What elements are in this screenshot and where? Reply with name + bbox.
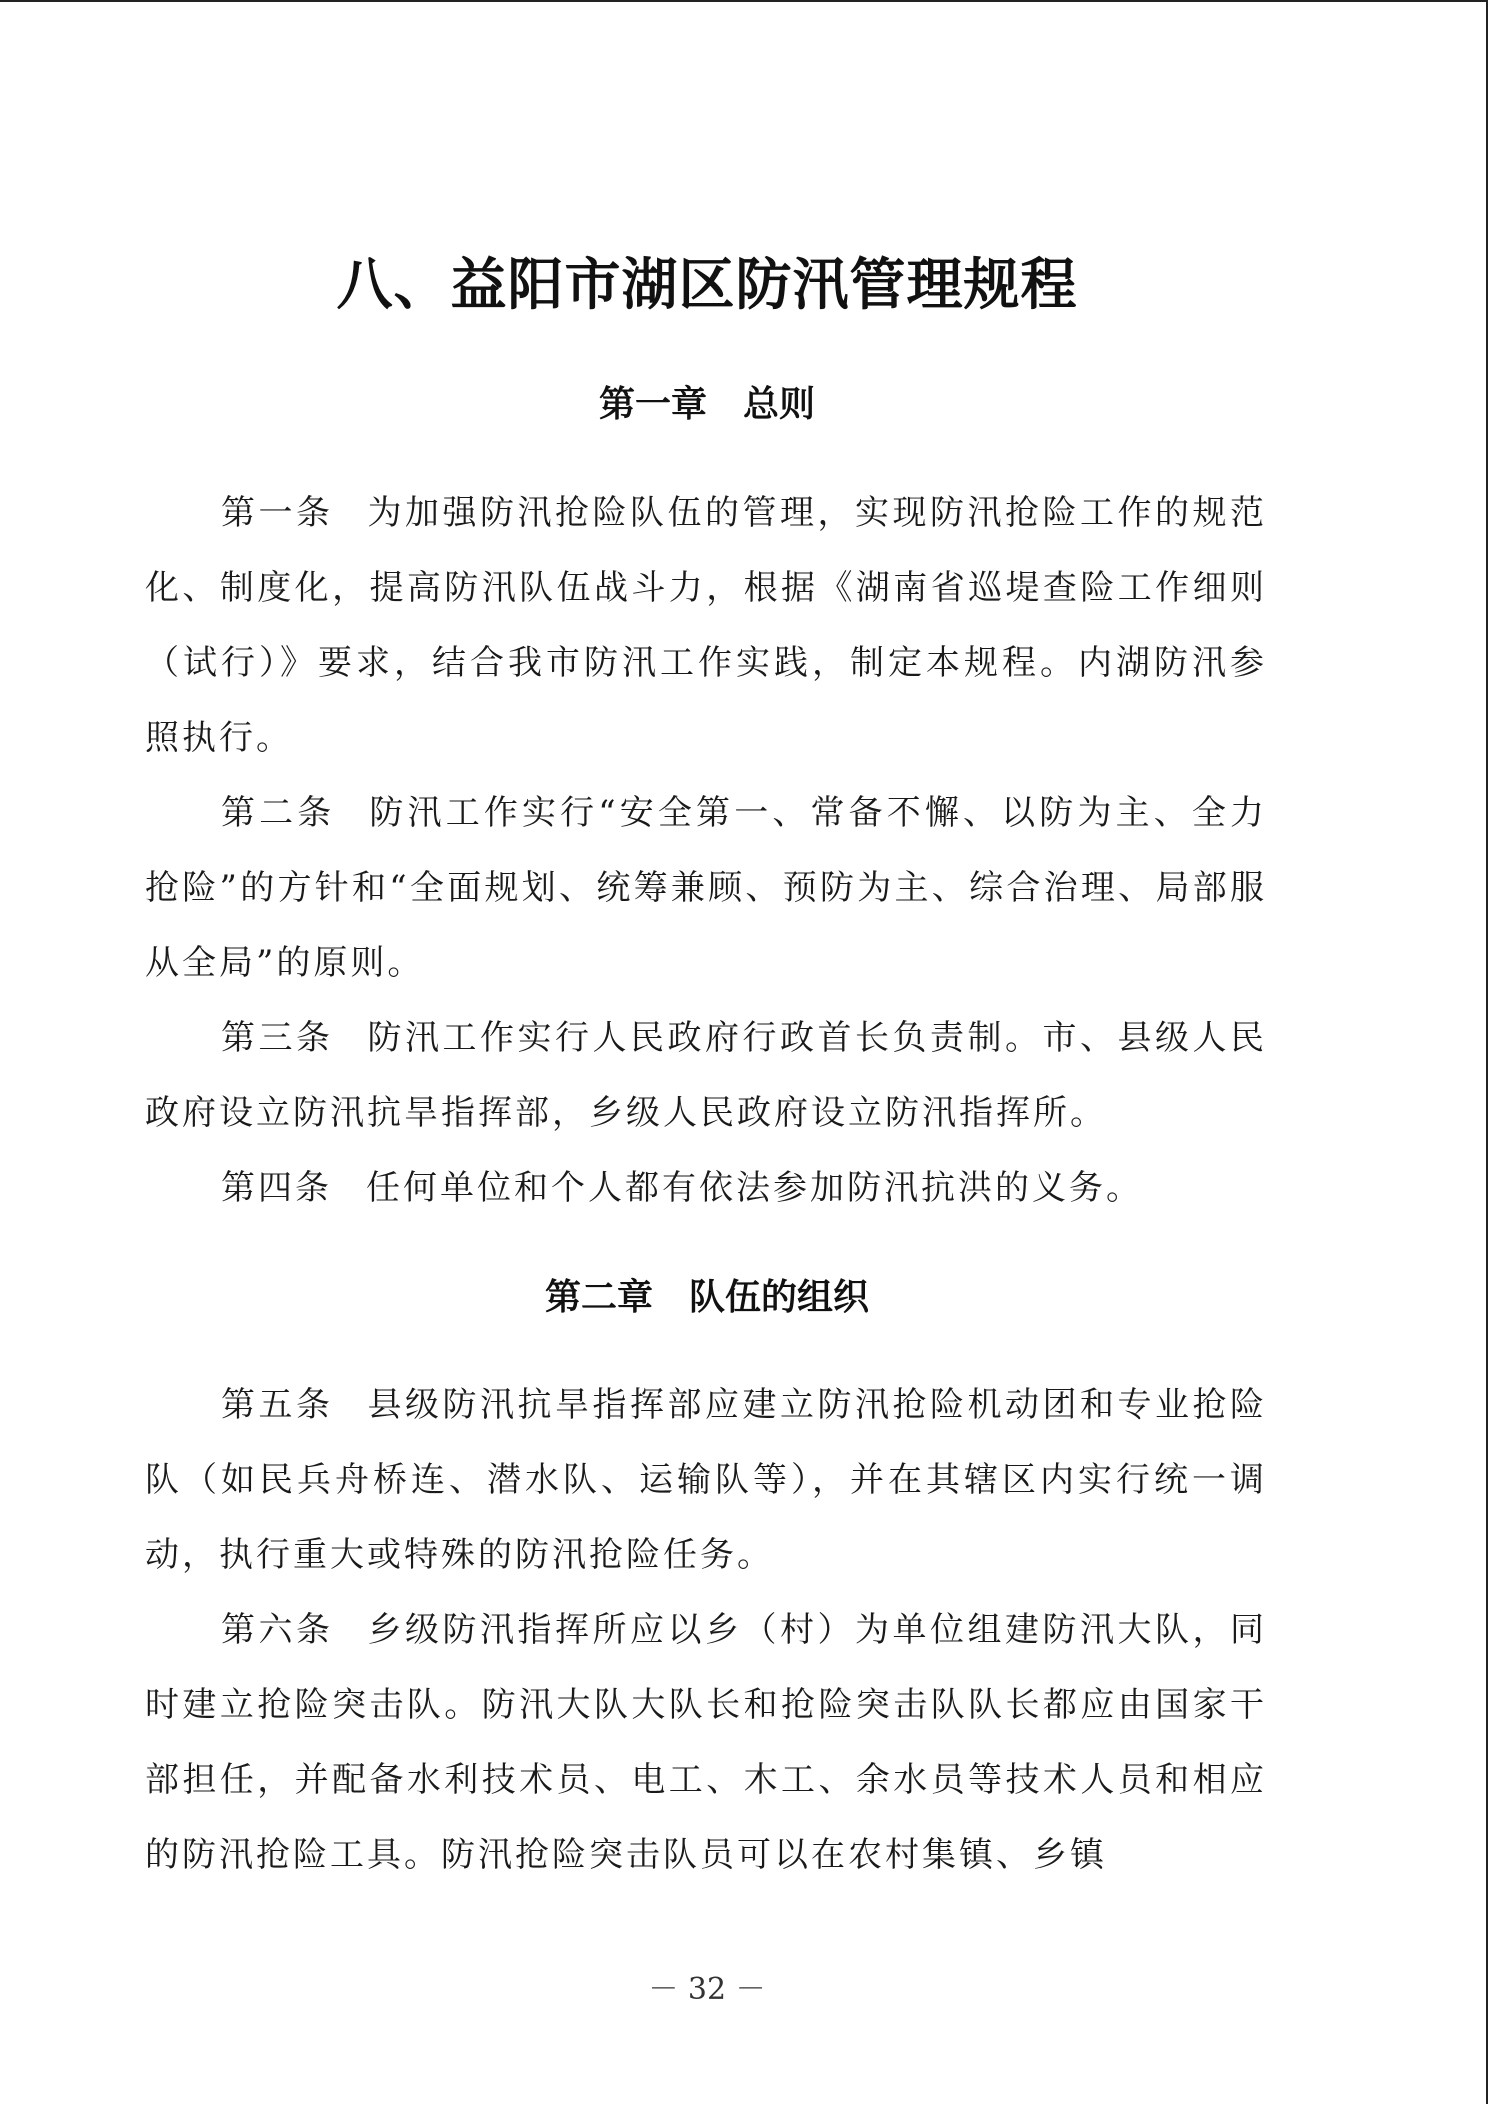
chapter-number: 第一章 [598,384,707,425]
document-title: 八、益阳市湖区防汛管理规程 [336,252,1078,318]
chapter-heading [0,380,1414,430]
article-paragraph [145,476,1267,776]
article-number: 第三条 [221,1018,334,1058]
chapter-heading [0,1273,1414,1323]
article-number: 第二条 [221,793,336,833]
article-number: 第五条 [221,1385,334,1425]
article-text: 为加强防汛抢险队伍的管理，实现防汛抢险工作的规范化、制度化，提高防汛队伍战斗力，根据《湖南省巡堤查险工作细则（试行）》要求，结合我市防汛工作实践，制定本规程。内湖防汛参照执行。 [145,493,1267,758]
chapter-title: 队伍的组织 [689,1277,870,1318]
chapter-title: 总则 [743,384,816,425]
chapter-body [145,476,1267,1226]
article-paragraph [145,1001,1267,1151]
article-paragraph [145,1151,1267,1226]
article-paragraph [145,1368,1267,1593]
article-number: 第六条 [221,1610,334,1650]
article-paragraph [145,776,1267,1001]
article-number: 第四条 [221,1168,332,1208]
article-paragraph [145,1593,1267,1893]
article-text: 防汛工作实行人民政府行政首长负责制。市、县级人民政府设立防汛抗旱指挥部，乡级人民政府设立防汛指挥所。 [145,1018,1267,1133]
page-number: － 32 － [648,1972,766,2007]
article-text: 防汛工作实行“安全第一、常备不懈、以防为主、全力抢险”的方针和“全面规划、统筹兼顾、预防为主、综合治理、局部服从全局”的原则。 [145,793,1267,983]
article-text: 任何单位和个人都有依法参加防汛抗洪的义务。 [366,1168,1143,1208]
article-number: 第一条 [221,493,334,533]
article-text: 县级防汛抗旱指挥部应建立防汛抢险机动团和专业抢险队（如民兵舟桥连、潜水队、运输队等），并在其辖区内实行统一调动，执行重大或特殊的防汛抢险任务。 [145,1385,1267,1575]
chapter-number: 第二章 [544,1277,653,1318]
article-text: 乡级防汛指挥所应以乡（村）为单位组建防汛大队，同时建立抢险突击队。防汛大队大队长和抢险突击队队长都应由国家干部担任，并配备水利技术员、电工、木工、余水员等技术人员和相应的防汛抢险工具。防汛抢险突击队员可以在农村集镇、乡镇 [145,1610,1267,1875]
chapter-body [145,1368,1267,1893]
